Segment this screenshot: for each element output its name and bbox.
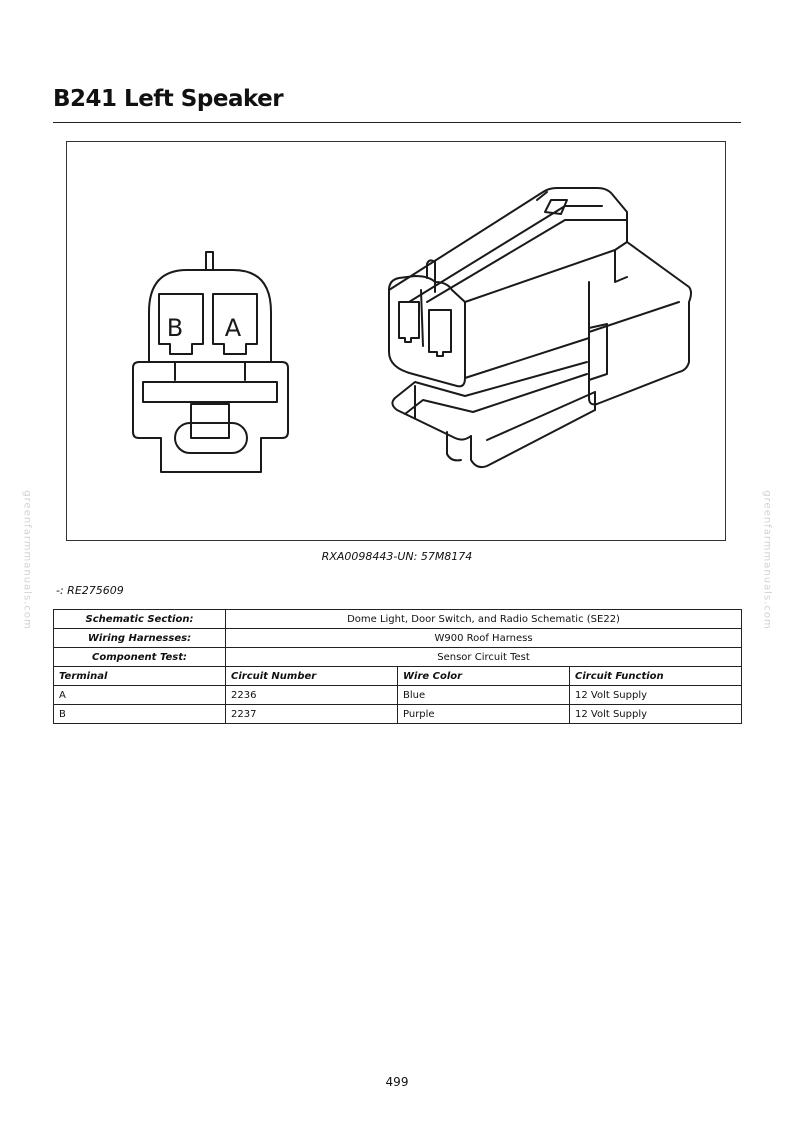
terminal-label-b: B xyxy=(166,314,184,342)
connector-info-table xyxy=(53,609,742,724)
part-number: -: RE275609 xyxy=(56,584,124,597)
figure-caption: RXA0098443-UN: 57M8174 xyxy=(321,550,473,563)
meta-value: Sensor Circuit Test xyxy=(226,648,742,667)
watermark-right: greenfarmmanuals.com xyxy=(761,490,773,630)
cell-circuit-function: 12 Volt Supply xyxy=(570,705,742,724)
table-row xyxy=(54,686,742,705)
connector-figure xyxy=(66,141,726,541)
cell-terminal: B xyxy=(54,705,226,724)
page-number: 499 xyxy=(385,1075,409,1089)
cell-wire-color: Purple xyxy=(398,705,570,724)
page-title: B241 Left Speaker xyxy=(53,86,284,112)
connector-illustration xyxy=(67,142,727,542)
table-row xyxy=(54,705,742,724)
meta-row-wiring-harnesses xyxy=(54,629,742,648)
connector-front-view xyxy=(133,252,288,472)
cell-circuit-number: 2237 xyxy=(226,705,398,724)
meta-value: Dome Light, Door Switch, and Radio Schematic (SE22) xyxy=(226,610,742,629)
meta-label: Schematic Section: xyxy=(54,610,226,629)
cell-circuit-function: 12 Volt Supply xyxy=(570,686,742,705)
cell-circuit-number: 2236 xyxy=(226,686,398,705)
header-circuit-number: Circuit Number xyxy=(226,667,398,686)
meta-label: Wiring Harnesses: xyxy=(54,629,226,648)
table-header-row xyxy=(54,667,742,686)
header-wire-color: Wire Color xyxy=(398,667,570,686)
meta-row-schematic-section xyxy=(54,610,742,629)
header-terminal: Terminal xyxy=(54,667,226,686)
meta-value: W900 Roof Harness xyxy=(226,629,742,648)
meta-row-component-test xyxy=(54,648,742,667)
watermark-left: greenfarmmanuals.com xyxy=(21,490,33,630)
terminal-label-a: A xyxy=(224,314,242,342)
connector-isometric-view xyxy=(389,188,691,467)
title-divider xyxy=(53,122,741,123)
cell-wire-color: Blue xyxy=(398,686,570,705)
meta-label: Component Test: xyxy=(54,648,226,667)
header-circuit-function: Circuit Function xyxy=(570,667,742,686)
cell-terminal: A xyxy=(54,686,226,705)
